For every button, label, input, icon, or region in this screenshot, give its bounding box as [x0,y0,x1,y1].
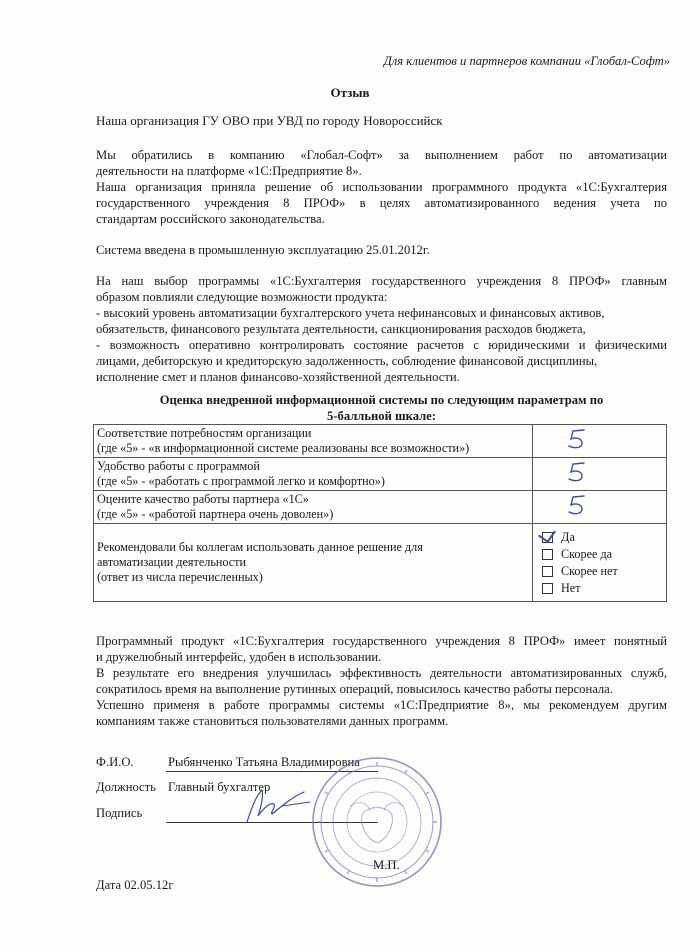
rating-table [93,424,667,602]
criterion-title: Соответствие потребностям организации [97,426,312,440]
organization-line: Наша организация ГУ ОВО при УВД по городу Новороссийск [96,113,443,128]
paragraph-intro [96,147,667,227]
text-line: - высокий уровень автоматизации бухгалтерского учета нефинансовых и финансовых активов, [96,306,605,320]
position-label: Должность [96,780,156,794]
text-line: Оценка внедренной информационной системы по следующим параметрам по [159,393,604,407]
option-yes[interactable] [542,529,663,546]
table-row [94,491,667,524]
text-line: обязательств, финансового результата деятельности, санкционирования расходов бюджета, [96,322,586,336]
checkbox-icon[interactable] [542,566,553,577]
paragraph-launch-date [96,242,667,258]
handwritten-score-5 [565,493,591,519]
criterion-cell [94,458,533,491]
criterion-title: Удобство работы с программой [97,459,260,473]
score-cell[interactable] [533,458,667,491]
handwritten-score-5 [565,427,591,453]
text-line: и дружелюбный интерфейс, удобен в использовании. [96,650,382,664]
paragraph-conclusion [96,633,667,729]
text-line: Система введена в промышленную эксплуатацию 25.01.2012г. [96,243,430,257]
fio-value: Рыбянченко Татьяна Владимировна [168,755,360,769]
criterion-hint: (где «5» - «в информационной системе реализованы все возможности») [97,441,470,455]
option-no[interactable] [542,580,663,597]
mp-label: М.П. [373,858,400,872]
text-line: Программный продукт «1С:Бухгалтерия государственного учреждения 8 ПРОФ» имеет понятный [96,634,667,648]
table-row [94,524,667,602]
text-line: 5-балльной шкале: [327,409,436,423]
text-line: деятельности на платформе «1С:Предприятие 8». [96,164,362,178]
text-line: На наш выбор программы «1С:Бухгалтерия государственного учреждения 8 ПРОФ» главным [96,274,667,288]
score-cell[interactable] [533,491,667,524]
checkbox-icon[interactable] [542,549,553,560]
text-line: исполнение смет и планов финансово-хозяйственной деятельности. [96,370,460,384]
header-note: Для клиентов и партнеров компании «Глобал-Софт» [383,54,670,68]
text-line: - возможность оперативно контролировать состояние расчетов с юридическими и физическими [96,338,667,352]
option-rather-yes[interactable] [542,546,663,563]
criterion-title: Рекомендовали бы коллегам использовать данное решение для [97,540,423,554]
checkbox-icon[interactable] [542,583,553,594]
text-line: Мы обратились в компанию «Глобал-Софт» за выполнением работ по автоматизации [96,148,667,162]
text-line: стандартам российского законодательства. [96,212,325,226]
text-line: компаниям также становиться пользователями данных программ. [96,714,449,728]
text-line: Наша организация приняла решение об использовании программного продукта «1С:Бухгалтерия [96,180,667,194]
text-line: образом повлияли следующие возможности продукта: [96,290,388,304]
position-value: Главный бухгалтер [168,780,271,794]
fio-label: Ф.И.О. [96,755,134,769]
date-line: Дата 02.05.12г [96,878,174,892]
table-row [94,458,667,491]
criterion-cell [94,491,533,524]
checkbox-checked-icon[interactable] [542,532,553,543]
criterion-hint: (ответ из числа перечисленных) [97,570,263,584]
criterion-hint: (где «5» - «работать с программой легко и комфортно») [97,474,385,488]
text-line: лицами, дебиторскую и кредиторскую задолженность, соблюдение финансовой дисциплины, [96,354,598,368]
criterion-cell [94,425,533,458]
score-cell[interactable] [533,425,667,458]
option-rather-no[interactable] [542,563,663,580]
recommend-options [536,527,663,599]
criterion-cell [94,524,533,602]
text-line: Успешно применя в работе программы системы «1С:Предприятие 8», мы рекомендуем другим [96,698,667,712]
rating-table-title [96,392,667,424]
handwritten-score-5 [565,460,591,486]
text-line: сократилось время на выполнение рутинных операций, повысилось качество работы персонала. [96,682,613,696]
criterion-title: автоматизации деятельности [97,555,247,569]
option-label: Скорее нет [561,563,618,578]
criterion-title: Оцените качество работы партнера «1С» [97,492,309,506]
paragraph-reasons [96,273,667,385]
option-label: Да [561,529,575,544]
option-label: Скорее да [561,546,613,561]
text-line: В результате его внедрения улучшилась эффективность деятельности автоматизированных служб, [96,666,667,680]
handwritten-signature [232,782,322,827]
text-line: государственного учреждения 8 ПРОФ» в целях автоматизированного ведения учета по [96,196,667,210]
option-label: Нет [561,580,581,595]
document-title: Отзыв [330,85,370,100]
table-row [94,425,667,458]
sign-label: Подпись [96,806,143,820]
criterion-hint: (где «5» - «работой партнера очень доволен») [97,507,334,521]
options-cell [533,524,667,602]
